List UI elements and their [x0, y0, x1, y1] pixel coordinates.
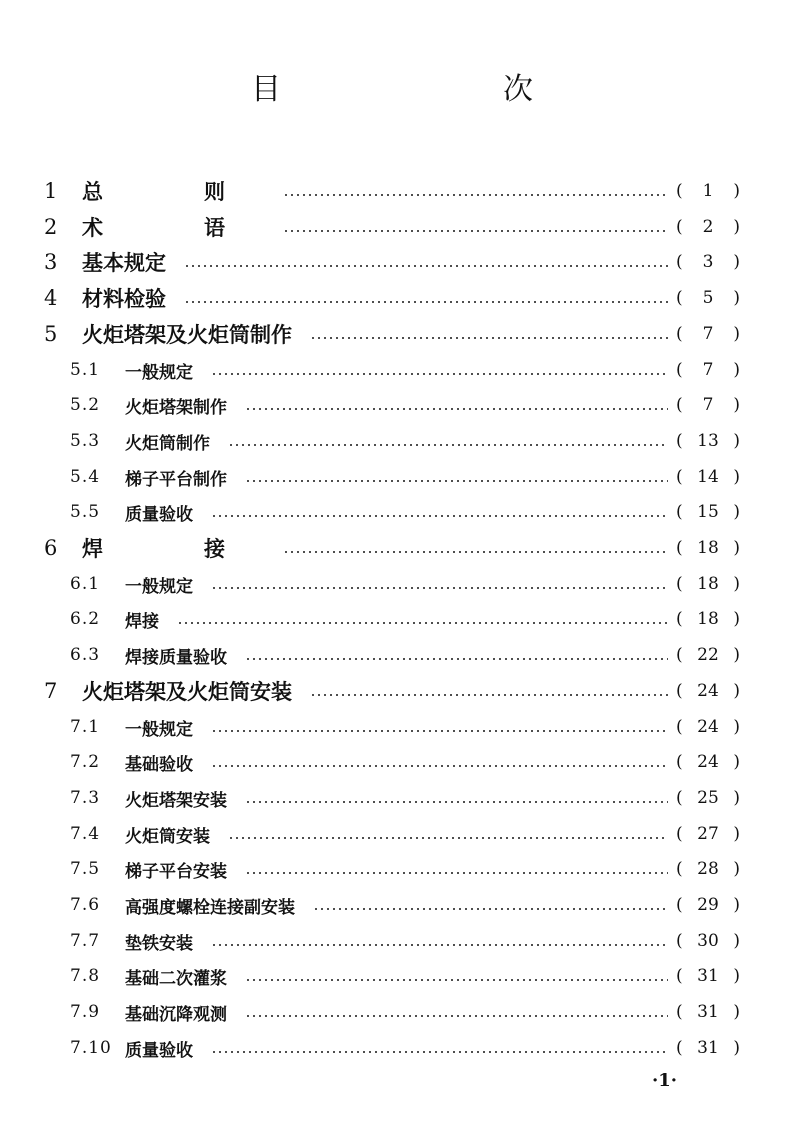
dot-leader — [310, 694, 668, 696]
toc-entry[interactable] — [0, 851, 790, 887]
paren-open: ( — [676, 1002, 683, 1022]
toc-entry-title: 高强度螺栓连接副安装 — [125, 897, 295, 918]
paren-close: ) — [733, 859, 740, 879]
toc-entry-title: 火炬塔架及火炬筒安装 — [82, 680, 292, 704]
paren-close: ) — [733, 966, 740, 986]
toc-entry[interactable] — [0, 673, 790, 709]
paren-close: ) — [733, 217, 740, 237]
toc-entry-title: 火炬筒安装 — [125, 826, 210, 847]
paren-close: ) — [733, 502, 740, 522]
paren-open: ( — [676, 788, 683, 808]
paren-close: ) — [733, 324, 740, 344]
toc-entry-title: 焊 接 — [82, 537, 265, 561]
page-number: 7 — [702, 324, 714, 344]
page-title: 目 次 — [251, 72, 587, 107]
toc-entry-page — [676, 681, 740, 701]
toc-entry-number: 5.5 — [70, 502, 101, 522]
toc-entry-number: 5 — [44, 322, 58, 346]
toc-entry[interactable] — [0, 887, 790, 923]
toc-entry[interactable] — [0, 530, 790, 566]
toc-entry-page — [676, 609, 740, 629]
paren-open: ( — [676, 217, 683, 237]
toc-entry-number: 6 — [44, 536, 58, 560]
toc-entry-page — [676, 181, 740, 201]
toc-entry-page — [676, 931, 740, 951]
paren-close: ) — [733, 895, 740, 915]
toc-entry-number: 6.1 — [70, 574, 101, 594]
paren-close: ) — [733, 788, 740, 808]
dot-leader — [245, 408, 668, 410]
toc-entry-title: 火炬塔架安装 — [125, 790, 227, 811]
toc-entry-page — [676, 431, 740, 451]
toc-entry[interactable] — [0, 780, 790, 816]
toc-entry-number: 3 — [44, 250, 58, 274]
toc-entry-title: 术 语 — [82, 216, 265, 240]
toc-entry[interactable] — [0, 709, 790, 745]
toc-entry-page — [676, 467, 740, 487]
dot-leader — [313, 908, 668, 910]
toc-entry-number: 7.3 — [70, 788, 101, 808]
toc-entry[interactable] — [0, 637, 790, 673]
dot-leader — [211, 1051, 668, 1053]
page-number: 31 — [697, 1002, 719, 1022]
page-number: 18 — [697, 574, 719, 594]
paren-open: ( — [676, 717, 683, 737]
dot-leader — [211, 587, 668, 589]
toc-entry-title: 梯子平台安装 — [125, 861, 227, 882]
toc-entry-number: 7.7 — [70, 931, 101, 951]
toc-entry-title: 质量验收 — [125, 1040, 193, 1061]
toc-entry-number: 7.4 — [70, 824, 101, 844]
toc-entry-title: 一般规定 — [125, 362, 193, 383]
paren-open: ( — [676, 431, 683, 451]
toc-entry-page — [676, 574, 740, 594]
dot-leader — [184, 301, 668, 303]
toc-entry-page — [676, 324, 740, 344]
toc-entry[interactable] — [0, 280, 790, 316]
toc-entry-number: 7.9 — [70, 1002, 101, 1022]
toc-entry-page — [676, 1002, 740, 1022]
dot-leader — [245, 658, 668, 660]
paren-open: ( — [676, 966, 683, 986]
toc-entry-number: 7 — [44, 679, 58, 703]
paren-open: ( — [676, 324, 683, 344]
toc-entry-title: 一般规定 — [125, 576, 193, 597]
toc-entry-title: 基础沉降观测 — [125, 1004, 227, 1025]
paren-open: ( — [676, 395, 683, 415]
paren-open: ( — [676, 538, 683, 558]
toc-entry-page — [676, 752, 740, 772]
dot-leader — [245, 801, 668, 803]
paren-open: ( — [676, 645, 683, 665]
toc-entry-title: 基础二次灌浆 — [125, 968, 227, 989]
toc-entry[interactable] — [0, 459, 790, 495]
page-number: 2 — [702, 217, 714, 237]
dot-leader — [245, 979, 668, 981]
toc-entry-number: 7.10 — [70, 1038, 112, 1058]
toc-entry-page — [676, 895, 740, 915]
toc-entry-number: 7.8 — [70, 966, 101, 986]
paren-close: ) — [733, 181, 740, 201]
paren-open: ( — [676, 931, 683, 951]
toc-entry[interactable] — [0, 244, 790, 280]
dot-leader — [211, 730, 668, 732]
paren-open: ( — [676, 824, 683, 844]
toc-entry-number: 4 — [44, 286, 58, 310]
toc-entry-number: 7.5 — [70, 859, 101, 879]
paren-close: ) — [733, 395, 740, 415]
toc-entry-number: 2 — [44, 215, 58, 239]
paren-close: ) — [733, 1002, 740, 1022]
toc-entry-title: 材料检验 — [82, 287, 166, 311]
page-number: 3 — [702, 252, 714, 272]
toc-entry-title: 基本规定 — [82, 251, 166, 275]
dot-leader — [184, 265, 668, 267]
toc-entry[interactable] — [0, 494, 790, 530]
page-number: 28 — [697, 859, 719, 879]
dot-leader — [211, 515, 668, 517]
toc-entry-title: 质量验收 — [125, 504, 193, 525]
toc-entry[interactable] — [0, 316, 790, 352]
dot-leader — [211, 373, 668, 375]
paren-open: ( — [676, 288, 683, 308]
toc-entry[interactable] — [0, 352, 790, 388]
toc-entry[interactable] — [0, 923, 790, 959]
paren-close: ) — [733, 360, 740, 380]
toc-entry[interactable] — [0, 173, 790, 209]
toc-entry-page — [676, 502, 740, 522]
paren-close: ) — [733, 752, 740, 772]
dot-leader — [177, 622, 668, 624]
dot-leader — [228, 444, 668, 446]
paren-open: ( — [676, 502, 683, 522]
dot-leader — [283, 230, 668, 232]
page-number: 15 — [697, 502, 719, 522]
paren-close: ) — [733, 252, 740, 272]
paren-close: ) — [733, 717, 740, 737]
paren-close: ) — [733, 681, 740, 701]
paren-open: ( — [676, 252, 683, 272]
toc-entry[interactable] — [0, 423, 790, 459]
toc-entry-page — [676, 859, 740, 879]
dot-leader — [211, 944, 668, 946]
toc-entry[interactable] — [0, 994, 790, 1030]
toc-entry[interactable] — [0, 744, 790, 780]
toc-entry-number: 6.3 — [70, 645, 101, 665]
page-number: 24 — [697, 752, 719, 772]
toc-entry-page — [676, 966, 740, 986]
toc-entry[interactable] — [0, 958, 790, 994]
paren-open: ( — [676, 467, 683, 487]
page-number: 13 — [697, 431, 719, 451]
dot-leader — [245, 480, 668, 482]
toc-entry-number: 5.2 — [70, 395, 101, 415]
toc-entry-title: 火炬塔架及火炬筒制作 — [82, 323, 292, 347]
toc-entry-number: 7.1 — [70, 717, 101, 737]
page-number: 31 — [697, 1038, 719, 1058]
toc-entry-number: 6.2 — [70, 609, 101, 629]
toc-entry-title: 火炬塔架制作 — [125, 397, 227, 418]
paren-close: ) — [733, 431, 740, 451]
toc-entry-title: 火炬筒制作 — [125, 433, 210, 454]
page-number-footer: ·1· — [652, 1070, 678, 1091]
toc-entry-page — [676, 717, 740, 737]
toc-entry-page — [676, 1038, 740, 1058]
paren-open: ( — [676, 1038, 683, 1058]
paren-open: ( — [676, 895, 683, 915]
dot-leader — [283, 551, 668, 553]
dot-leader — [245, 1015, 668, 1017]
page-number: 7 — [702, 395, 714, 415]
paren-close: ) — [733, 824, 740, 844]
toc-entry-page — [676, 788, 740, 808]
page-number: 25 — [697, 788, 719, 808]
dot-leader — [211, 765, 668, 767]
toc-entry-page — [676, 360, 740, 380]
toc-entry[interactable] — [0, 566, 790, 602]
toc-entry[interactable] — [0, 209, 790, 245]
page-number: 7 — [702, 360, 714, 380]
paren-open: ( — [676, 681, 683, 701]
toc-entry-page — [676, 288, 740, 308]
page-number: 18 — [697, 538, 719, 558]
paren-close: ) — [733, 538, 740, 558]
paren-open: ( — [676, 360, 683, 380]
paren-close: ) — [733, 288, 740, 308]
toc-entry-title: 一般规定 — [125, 719, 193, 740]
dot-leader — [245, 872, 668, 874]
toc-entry-number: 7.6 — [70, 895, 101, 915]
toc-entry-page — [676, 645, 740, 665]
paren-close: ) — [733, 574, 740, 594]
toc-entry-number: 5.1 — [70, 360, 101, 380]
page-number: 24 — [697, 717, 719, 737]
toc-entry-page — [676, 538, 740, 558]
page-number: 27 — [697, 824, 719, 844]
page-number: 30 — [697, 931, 719, 951]
page-number: 31 — [697, 966, 719, 986]
paren-close: ) — [733, 467, 740, 487]
toc-entry-title: 垫铁安装 — [125, 933, 193, 954]
paren-open: ( — [676, 181, 683, 201]
toc-entry-title: 焊接质量验收 — [125, 647, 227, 668]
toc-entry-page — [676, 252, 740, 272]
page-number: 14 — [697, 467, 719, 487]
toc-entry[interactable] — [0, 601, 790, 637]
toc-entry-page — [676, 395, 740, 415]
toc-entry-title: 梯子平台制作 — [125, 469, 227, 490]
toc-entry-page — [676, 824, 740, 844]
dot-leader — [228, 837, 668, 839]
page-number: 29 — [697, 895, 719, 915]
page-number: 1 — [702, 181, 714, 201]
page-number: 5 — [702, 288, 714, 308]
dot-leader — [283, 194, 668, 196]
toc-entry-title: 基础验收 — [125, 754, 193, 775]
paren-close: ) — [733, 645, 740, 665]
dot-leader — [310, 337, 668, 339]
toc-entry-title: 焊接 — [125, 611, 159, 632]
paren-open: ( — [676, 859, 683, 879]
paren-close: ) — [733, 1038, 740, 1058]
toc-entry[interactable] — [0, 816, 790, 852]
page-number: 22 — [697, 645, 719, 665]
toc-entry-number: 7.2 — [70, 752, 101, 772]
toc-entry-number: 5.3 — [70, 431, 101, 451]
toc-entry-page — [676, 217, 740, 237]
paren-close: ) — [733, 931, 740, 951]
page-number: 18 — [697, 609, 719, 629]
paren-open: ( — [676, 609, 683, 629]
toc-entry[interactable] — [0, 387, 790, 423]
toc-entry[interactable] — [0, 1030, 790, 1066]
toc-entry-number: 1 — [44, 179, 58, 203]
paren-open: ( — [676, 752, 683, 772]
toc-entry-number: 5.4 — [70, 467, 101, 487]
toc-entry-title: 总 则 — [82, 180, 265, 204]
paren-close: ) — [733, 609, 740, 629]
page-number: 24 — [697, 681, 719, 701]
paren-open: ( — [676, 574, 683, 594]
